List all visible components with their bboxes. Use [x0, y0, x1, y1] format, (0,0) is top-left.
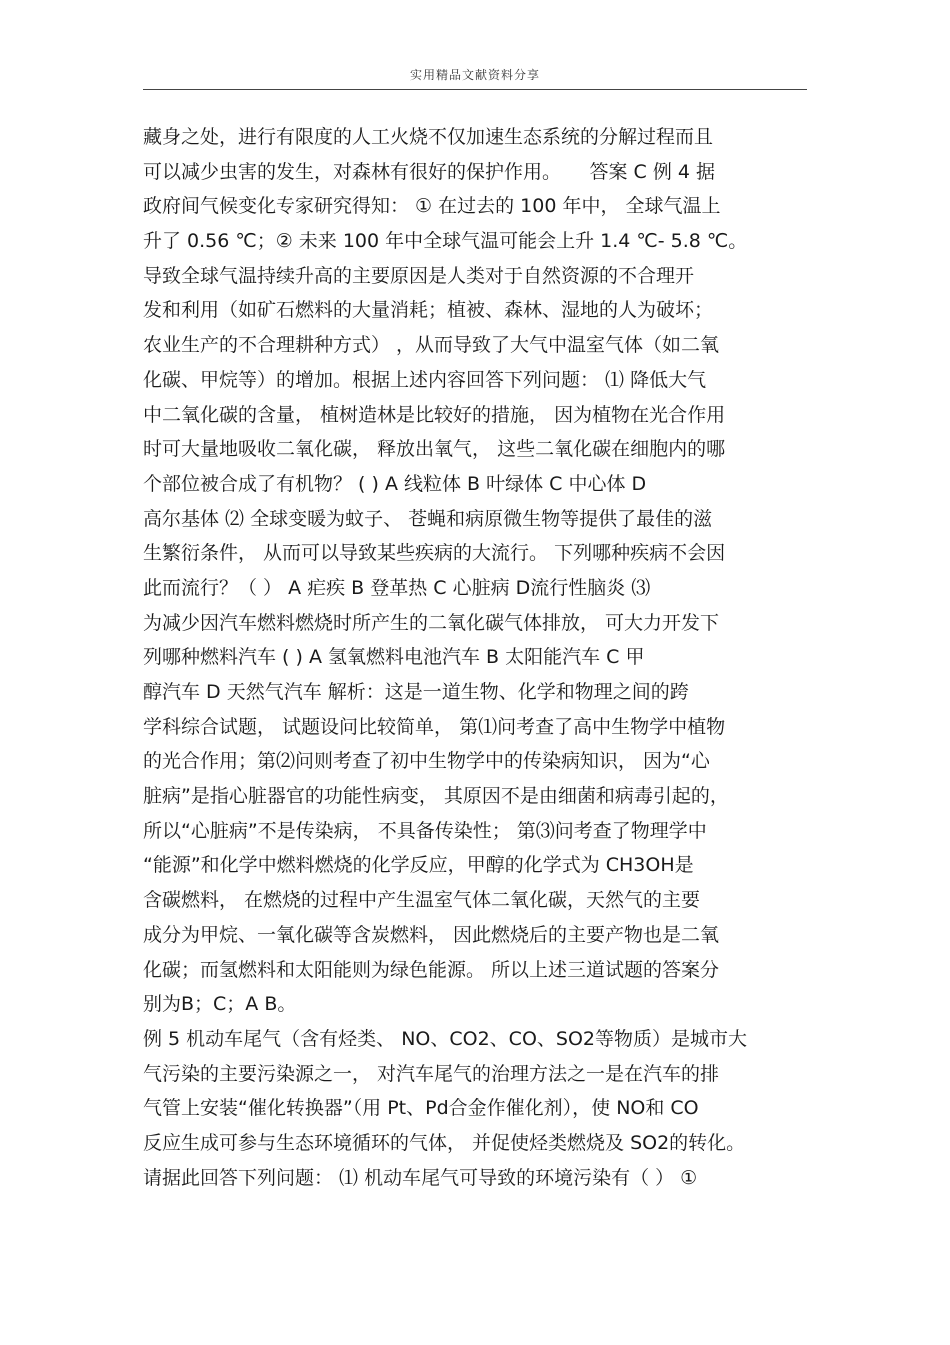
- text-line: 气管上安装“催化转换器”（用 Pt、Pd合金作催化剂），使 NO和 CO: [143, 1097, 699, 1120]
- text-line: 高尔基体 ⑵ 全球变暖为蚊子、 苍蝇和病原微生物等提供了最佳的滋: [143, 507, 713, 530]
- text-line: 升了 0.56 ℃；② 未来 100 年中全球气温可能会上升 1.4 ℃- 5.8 ℃。: [143, 230, 748, 253]
- text-line: 含碳燃料， 在燃烧的过程中产生温室气体二氧化碳，天然气的主要: [143, 889, 701, 912]
- text-line: 为减少因汽车燃料燃烧时所产生的二氧化碳气体排放， 可大力开发下: [143, 611, 720, 634]
- text-line: 学科综合试题， 试题设问比较简单， 第⑴问考查了高中生物学中植物: [143, 715, 726, 738]
- text-line: 成分为甲烷、一氧化碳等含炭燃料， 因此燃烧后的主要产物也是二氧: [143, 923, 720, 946]
- text-line: 个部位被合成了有机物？ ( ) A 线粒体 B 叶绿体 C 中心体 D: [143, 472, 647, 495]
- text-line: 藏身之处，进行有限度的人工火烧不仅加速生态系统的分解过程而且: [143, 126, 714, 148]
- text-line: 别为B；C；A B。: [143, 993, 297, 1016]
- text-line: 的光合作用；第⑵问则考查了初中生物学中的传染病知识， 因为“心: [143, 750, 710, 773]
- text-line: 请据此回答下列问题： ⑴ 机动车尾气可导致的环境污染有（ ） ①: [143, 1166, 698, 1189]
- text-line: 脏病”是指心脏器官的功能性病变， 其原因不是由细菌和病毒引起的，: [143, 785, 729, 808]
- text-line: 发和利用（如矿石燃料的大量消耗；植被、森林、湿地的人为破坏；: [143, 299, 714, 322]
- text-line: 化碳；而氢燃料和太阳能则为绿色能源。 所以上述三道试题的答案分: [143, 958, 720, 981]
- text-line: 农业生产的不合理耕种方式） ，从而导致了大气中温室气体（如二氧: [143, 334, 720, 357]
- header-divider: [143, 89, 807, 90]
- text-line: 导致全球气温持续升高的主要原因是人类对于自然资源的不合理开: [143, 264, 695, 287]
- text-line: 可以减少虫害的发生，对森林有很好的保护作用。 答案 C 例 4 据: [143, 160, 716, 183]
- text-line: 反应生成可参与生态环境循环的气体， 并促使烃类燃烧及 SO2的转化。: [143, 1131, 746, 1154]
- text-line: 醇汽车 D 天然气汽车 解析：这是一道生物、化学和物理之间的跨: [143, 681, 689, 703]
- text-line: 所以“心脏病”不是传染病， 不具备传染性； 第⑶问考查了物理学中: [143, 819, 707, 842]
- text-line: 列哪种燃料汽车 ( ) A 氢氧燃料电池汽车 B 太阳能汽车 C 甲: [143, 646, 645, 669]
- text-line: 化碳、甲烷等）的增加。根据上述内容回答下列问题： ⑴ 降低大气: [143, 368, 707, 391]
- text-line: 此而流行？（ ） A 疟疾 B 登革热 C 心脏病 D流行性脑炎 ⑶: [143, 576, 651, 599]
- text-line: “能源”和化学中燃料燃烧的化学反应，甲醇的化学式为 CH3OH是: [143, 854, 694, 877]
- text-line: 气污染的主要污染源之一， 对汽车尾气的治理方法之一是在汽车的排: [143, 1062, 720, 1085]
- text-line: 中二氧化碳的含量， 植树造林是比较好的措施， 因为植物在光合作用: [143, 403, 726, 426]
- document-body: [143, 120, 833, 1195]
- text-line: 例 5 机动车尾气（含有烃类、 NO、CO2、CO、SO2等物质）是城市大: [143, 1027, 748, 1050]
- text-line: 时可大量地吸收二氧化碳， 释放出氧气， 这些二氧化碳在细胞内的哪: [143, 438, 726, 461]
- text-line: 生繁衍条件， 从而可以导致某些疾病的大流行。 下列哪种疾病不会因: [143, 542, 726, 565]
- text-line: 政府间气候变化专家研究得知： ① 在过去的 100 年中， 全球气温上: [143, 195, 721, 218]
- page-header: 实用精品文献资料分享: [409, 68, 540, 82]
